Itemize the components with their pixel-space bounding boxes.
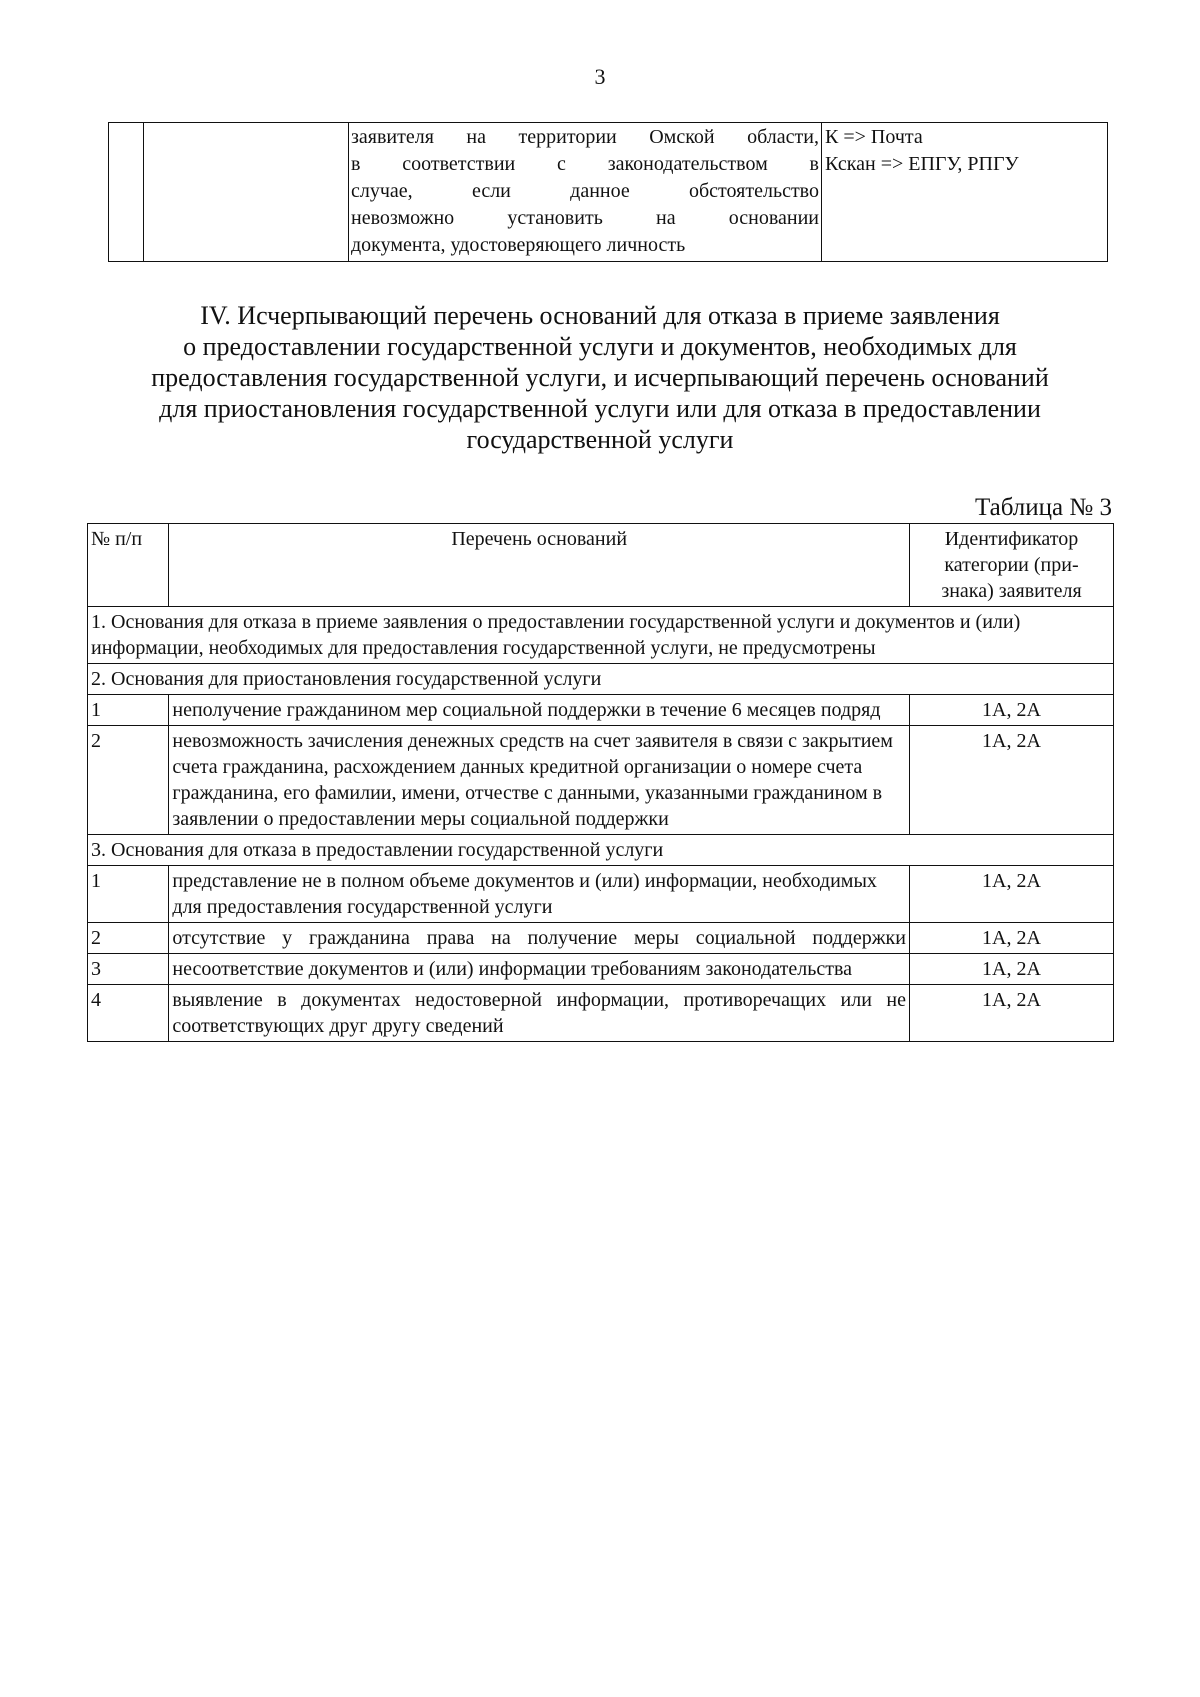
row-number: 3 <box>88 954 169 985</box>
table-row <box>109 123 1108 262</box>
heading-line: для приостановления государственной услуги или для отказа в предоставлении <box>159 394 1041 423</box>
row-identifier: 1А, 2А <box>909 954 1113 985</box>
row-text: отсутствие у гражданина права на получение меры социальной поддержки <box>169 923 910 954</box>
description-line: невозможно установить на основании <box>351 207 819 229</box>
heading-line: о предоставлении государственной услуги и документов, необходимых для <box>183 332 1017 361</box>
table-row <box>88 726 1114 835</box>
group-row <box>88 835 1114 866</box>
header-identifier-line: Идентификатор <box>944 528 1079 550</box>
row-identifier: 1А, 2А <box>909 985 1113 1042</box>
description-line: случае, если данное обстоятельство <box>351 180 819 202</box>
grounds-table <box>87 523 1114 1042</box>
heading-line: государственной услуги <box>466 425 734 454</box>
empty-cell <box>109 123 144 262</box>
header-number: № п/п <box>88 524 169 607</box>
empty-cell <box>144 123 349 262</box>
row-text: невозможность зачисления денежных средств на счет заявителя в связи с закрытием счета гражданина, расхождением данных кредитной организации о номере счета гражданина, его фамилии, имени, отчестве с данными, указанными гражданином в заявлении о предоставлении меры социальной поддержки <box>169 726 910 835</box>
continuation-table <box>108 122 1108 262</box>
continuation-channels <box>822 123 1108 262</box>
heading-line: IV. Исчерпывающий перечень оснований для отказа в приеме заявления <box>200 301 1000 330</box>
description-line: в соответствии с законодательством в <box>351 153 819 175</box>
description-line: заявителя на территории Омской области, <box>351 126 819 148</box>
table-caption: Таблица № 3 <box>974 494 1112 521</box>
row-text: представление не в полном объеме документов и (или) информации, необходимых для предоставления государственной услуги <box>169 866 910 923</box>
row-number: 1 <box>88 695 169 726</box>
row-identifier: 1А, 2А <box>909 695 1113 726</box>
row-number: 2 <box>88 923 169 954</box>
header-identifier-line: категории (при- <box>944 554 1079 576</box>
row-text: несоответствие документов и (или) информации требованиям законодательства <box>169 954 910 985</box>
row-text: неполучение гражданином мер социальной поддержки в течение 6 месяцев подряд <box>169 695 910 726</box>
channel-line: Кскан => ЕПГУ, РПГУ <box>825 153 1019 175</box>
group-title: 3. Основания для отказа в предоставлении государственной услуги <box>88 835 1114 866</box>
continuation-description <box>349 123 822 262</box>
group-row <box>88 664 1114 695</box>
group-title: 1. Основания для отказа в приеме заявления о предоставлении государственной услуги и документов и (или) информации, необходимых для предоставления государственной услуги, не предусмотрены <box>88 607 1114 664</box>
header-identifier-line: знака) заявителя <box>941 580 1082 602</box>
channel-line: К => Почта <box>825 126 923 148</box>
table-row <box>88 985 1114 1042</box>
group-row <box>88 607 1114 664</box>
table-row <box>88 695 1114 726</box>
row-text: выявление в документах недостоверной информации, противоречащих или не соответствующих друг другу сведений <box>169 985 910 1042</box>
heading-line: предоставления государственной услуги, и исчерпывающий перечень оснований <box>151 363 1049 392</box>
group-title: 2. Основания для приостановления государственной услуги <box>88 664 1114 695</box>
table-row <box>88 923 1114 954</box>
row-identifier: 1А, 2А <box>909 866 1113 923</box>
table-row <box>88 954 1114 985</box>
header-identifier <box>909 524 1113 607</box>
page-number: 3 <box>594 64 606 89</box>
row-number: 1 <box>88 866 169 923</box>
table-row <box>88 866 1114 923</box>
row-identifier: 1А, 2А <box>909 726 1113 835</box>
row-number: 4 <box>88 985 169 1042</box>
row-identifier: 1А, 2А <box>909 923 1113 954</box>
row-number: 2 <box>88 726 169 835</box>
header-grounds: Перечень оснований <box>169 524 910 607</box>
description-line: документа, удостоверяющего личность <box>351 234 686 256</box>
table-header-row <box>88 524 1114 607</box>
section-heading <box>100 300 1100 455</box>
